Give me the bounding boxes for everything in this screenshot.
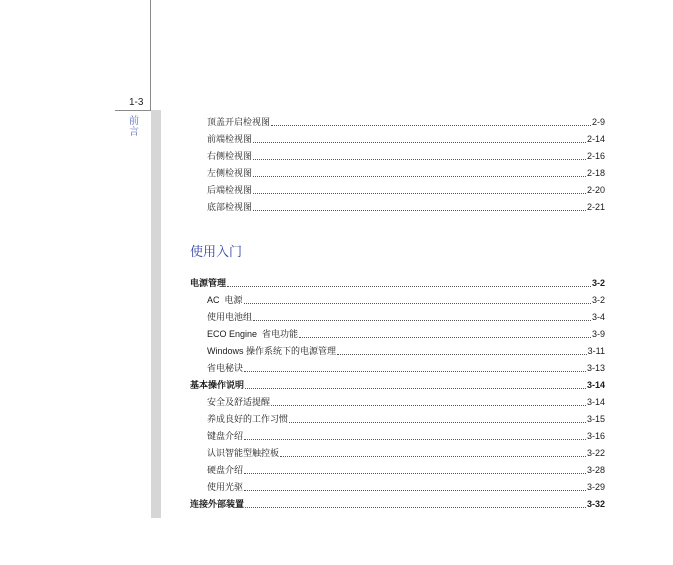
toc-entry-page: 3-13	[586, 363, 605, 373]
toc-entry-page: 2-18	[586, 168, 605, 178]
toc-leader-dots	[245, 507, 586, 508]
toc-entry-page: 2-21	[586, 202, 605, 212]
toc-entry-page: 3-14	[586, 380, 605, 390]
toc-entry[interactable]	[190, 496, 605, 510]
toc-entry[interactable]	[207, 309, 605, 323]
toc-entry-title: 键盘介绍	[207, 431, 244, 441]
toc-entry-page: 2-14	[586, 134, 605, 144]
chapter-heading: 使用入门	[190, 245, 243, 260]
toc-leader-dots	[244, 473, 586, 474]
toc-entry-page: 3-2	[591, 295, 605, 305]
toc-entry-title: Windows 操作系统下的电源管理	[207, 346, 337, 356]
toc-entry-title: 前端检视图	[207, 134, 253, 144]
toc-entry-page: 3-9	[591, 329, 605, 339]
toc-entry-title: 硬盘介绍	[207, 465, 244, 475]
toc-entry-page: 2-20	[586, 185, 605, 195]
toc-entry[interactable]	[207, 326, 605, 340]
toc-entry[interactable]	[207, 462, 605, 476]
toc-entry[interactable]	[207, 199, 605, 213]
toc-entry-title: ECO Engine 省电功能	[207, 329, 299, 339]
margin-horizontal-line	[115, 110, 151, 111]
page-number: 1-3	[129, 97, 144, 108]
toc-leader-dots	[253, 176, 586, 177]
toc-entry-page: 3-11	[587, 346, 605, 356]
section-tab: 前言	[129, 116, 139, 138]
toc-entry-title: 养成良好的工作习惯	[207, 414, 289, 424]
toc-entry-title: 后端检视图	[207, 185, 253, 195]
toc-entry-title: 使用光驱	[207, 482, 244, 492]
toc-entry[interactable]	[207, 479, 605, 493]
toc-entry-title: 认识智能型触控板	[207, 448, 280, 458]
toc-leader-dots	[244, 371, 586, 372]
toc-leader-dots	[244, 490, 586, 491]
toc-leader-dots	[253, 210, 586, 211]
toc-leader-dots	[271, 125, 591, 126]
toc-leader-dots	[253, 159, 586, 160]
toc-entry[interactable]	[207, 114, 605, 128]
toc-entry-page: 3-4	[591, 312, 605, 322]
toc-entry-page: 3-2	[591, 278, 605, 288]
toc-entry-title: 连接外部装置	[190, 499, 245, 509]
toc-entry-page: 3-16	[586, 431, 605, 441]
toc-leader-dots	[289, 422, 586, 423]
toc-entry-page: 3-28	[586, 465, 605, 475]
toc-leader-dots	[253, 142, 586, 143]
toc-entry-title: AC 电源	[207, 295, 243, 305]
toc-entry[interactable]	[207, 360, 605, 374]
toc-entry-page: 3-15	[586, 414, 605, 424]
toc-entry[interactable]	[190, 377, 605, 391]
margin-vertical-line	[150, 0, 151, 110]
toc-entry[interactable]	[207, 148, 605, 162]
toc-entry[interactable]	[207, 411, 605, 425]
toc-entry[interactable]	[207, 428, 605, 442]
toc-entry[interactable]	[207, 131, 605, 145]
toc-entry-page: 2-16	[586, 151, 605, 161]
toc-entry-title: 顶盖开启检视图	[207, 117, 271, 127]
toc-entry[interactable]	[207, 394, 605, 408]
toc-leader-dots	[253, 193, 586, 194]
toc-leader-dots	[245, 388, 586, 389]
toc-entry-title: 基本操作说明	[190, 380, 245, 390]
toc-leader-dots	[280, 456, 586, 457]
margin-gray-bar	[151, 110, 161, 518]
toc-entry[interactable]	[207, 343, 605, 357]
toc-leader-dots	[271, 405, 586, 406]
toc-leader-dots	[244, 439, 586, 440]
toc-entry[interactable]	[207, 445, 605, 459]
toc-entry[interactable]	[207, 292, 605, 306]
toc-entry-title: 左侧检视图	[207, 168, 253, 178]
toc-leader-dots	[244, 303, 591, 304]
toc-entry[interactable]	[207, 165, 605, 179]
toc-entry-title: 使用电池组	[207, 312, 253, 322]
toc-leader-dots	[337, 354, 587, 355]
toc-leader-dots	[299, 337, 591, 338]
toc-entry-title: 底部检视图	[207, 202, 253, 212]
toc-entry-page: 3-14	[586, 397, 605, 407]
toc-entry-page: 3-32	[586, 499, 605, 509]
toc-entry-title: 右侧检视图	[207, 151, 253, 161]
toc-entry[interactable]	[190, 275, 605, 289]
toc-entry-title: 省电秘诀	[207, 363, 244, 373]
toc-entry-page: 3-29	[586, 482, 605, 492]
toc-leader-dots	[227, 286, 591, 287]
toc-entry-title: 安全及舒适提醒	[207, 397, 271, 407]
toc-entry-page: 3-22	[586, 448, 605, 458]
toc-entry-title: 电源管理	[190, 278, 227, 288]
toc-entry-page: 2-9	[591, 117, 605, 127]
toc-entry[interactable]	[207, 182, 605, 196]
toc-leader-dots	[253, 320, 591, 321]
